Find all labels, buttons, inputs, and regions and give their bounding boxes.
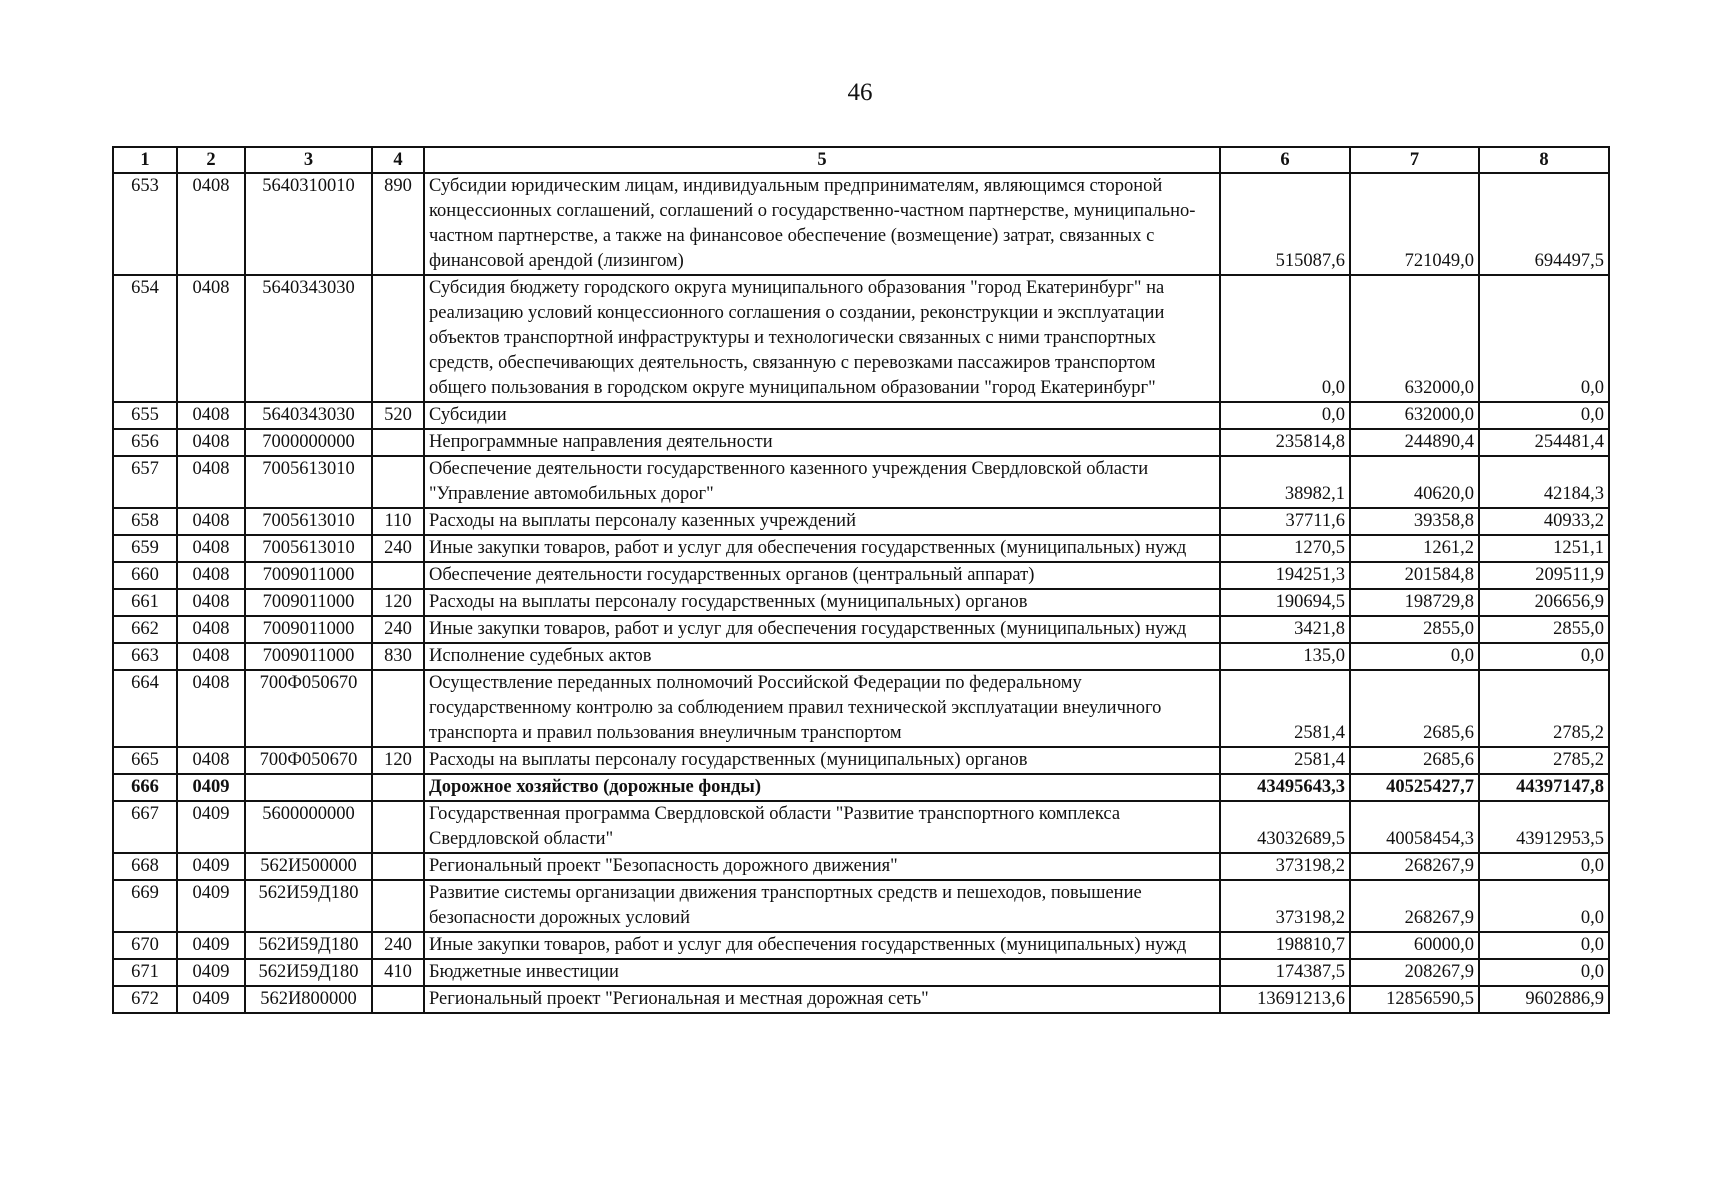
amount-col6-cell: 2581,4 (1220, 747, 1350, 774)
column-header: 6 (1220, 147, 1350, 173)
expense-type-cell: 240 (372, 932, 424, 959)
section-code-cell: 0409 (177, 932, 245, 959)
section-code-cell: 0408 (177, 589, 245, 616)
target-article-cell: 7000000000 (245, 429, 372, 456)
item-name-cell: Иные закупки товаров, работ и услуг для обеспечения государственных (муниципальных) нужд (424, 616, 1220, 643)
row-number-cell: 668 (113, 853, 177, 880)
amount-col7-cell: 40058454,3 (1350, 801, 1479, 853)
row-number-cell: 655 (113, 402, 177, 429)
item-name-cell: Развитие системы организации движения транспортных средств и пешеходов, повышение безопасности дорожных условий (424, 880, 1220, 932)
amount-col7-cell: 2855,0 (1350, 616, 1479, 643)
amount-col6-cell: 3421,8 (1220, 616, 1350, 643)
row-number-cell: 667 (113, 801, 177, 853)
expense-type-cell (372, 801, 424, 853)
item-name-cell: Субсидия бюджету городского округа муниципального образования "город Екатеринбург" на реализацию условий концессионного соглашения о создании, реконструкции и эксплуатации объектов транспортной инфраструктуры и технологически связанных с ними транспортных средств, обеспечивающих деятельность, связанную с перевозками пассажиров транспортом общего пользования в городском округе муниципальном образовании "город Екатеринбург" (424, 275, 1220, 402)
expense-type-cell: 410 (372, 959, 424, 986)
table-row (113, 670, 1609, 747)
amount-col7-cell: 632000,0 (1350, 402, 1479, 429)
amount-col7-cell: 632000,0 (1350, 275, 1479, 402)
expense-type-cell: 240 (372, 535, 424, 562)
amount-col7-cell: 268267,9 (1350, 853, 1479, 880)
table-row (113, 275, 1609, 402)
row-number-cell: 663 (113, 643, 177, 670)
section-code-cell: 0409 (177, 853, 245, 880)
section-code-cell: 0408 (177, 535, 245, 562)
amount-col6-cell: 0,0 (1220, 402, 1350, 429)
item-name-cell: Субсидии (424, 402, 1220, 429)
target-article-cell: 7009011000 (245, 643, 372, 670)
table-row (113, 589, 1609, 616)
column-header: 3 (245, 147, 372, 173)
item-name-cell: Государственная программа Свердловской области "Развитие транспортного комплекса Свердловской области" (424, 801, 1220, 853)
target-article-cell (245, 774, 372, 801)
amount-col6-cell: 135,0 (1220, 643, 1350, 670)
item-name-cell: Непрограммные направления деятельности (424, 429, 1220, 456)
target-article-cell: 700Ф050670 (245, 670, 372, 747)
section-code-cell: 0408 (177, 173, 245, 275)
expense-type-cell (372, 880, 424, 932)
table-row (113, 853, 1609, 880)
amount-col8-cell: 0,0 (1479, 932, 1609, 959)
column-header: 2 (177, 147, 245, 173)
table-row (113, 402, 1609, 429)
target-article-cell: 562И800000 (245, 986, 372, 1013)
amount-col6-cell: 0,0 (1220, 275, 1350, 402)
section-code-cell: 0408 (177, 562, 245, 589)
amount-col6-cell: 37711,6 (1220, 508, 1350, 535)
expense-type-cell: 890 (372, 173, 424, 275)
row-number-cell: 659 (113, 535, 177, 562)
amount-col6-cell: 235814,8 (1220, 429, 1350, 456)
item-name-cell: Иные закупки товаров, работ и услуг для обеспечения государственных (муниципальных) нужд (424, 535, 1220, 562)
table-row (113, 429, 1609, 456)
page-number: 46 (847, 79, 873, 106)
target-article-cell: 7009011000 (245, 616, 372, 643)
item-name-cell: Расходы на выплаты персоналу государственных (муниципальных) органов (424, 747, 1220, 774)
budget-table (112, 146, 1610, 1014)
amount-col8-cell: 44397147,8 (1479, 774, 1609, 801)
amount-col6-cell: 43032689,5 (1220, 801, 1350, 853)
item-name-cell: Расходы на выплаты персоналу государственных (муниципальных) органов (424, 589, 1220, 616)
table-row (113, 986, 1609, 1013)
amount-col6-cell: 373198,2 (1220, 853, 1350, 880)
target-article-cell: 562И59Д180 (245, 932, 372, 959)
amount-col8-cell: 206656,9 (1479, 589, 1609, 616)
target-article-cell: 7005613010 (245, 508, 372, 535)
expense-type-cell: 120 (372, 747, 424, 774)
target-article-cell: 562И59Д180 (245, 959, 372, 986)
amount-col7-cell: 0,0 (1350, 643, 1479, 670)
amount-col8-cell: 0,0 (1479, 275, 1609, 402)
amount-col8-cell: 40933,2 (1479, 508, 1609, 535)
section-code-cell: 0408 (177, 643, 245, 670)
target-article-cell: 562И59Д180 (245, 880, 372, 932)
amount-col8-cell: 1251,1 (1479, 535, 1609, 562)
amount-col7-cell: 721049,0 (1350, 173, 1479, 275)
expense-type-cell (372, 853, 424, 880)
item-name-cell: Дорожное хозяйство (дорожные фонды) (424, 774, 1220, 801)
row-number-cell: 672 (113, 986, 177, 1013)
target-article-cell: 5640343030 (245, 402, 372, 429)
section-code-cell: 0408 (177, 508, 245, 535)
table-row (113, 880, 1609, 932)
amount-col6-cell: 515087,6 (1220, 173, 1350, 275)
amount-col8-cell: 2785,2 (1479, 670, 1609, 747)
target-article-cell: 5640343030 (245, 275, 372, 402)
row-number-cell: 658 (113, 508, 177, 535)
row-number-cell: 657 (113, 456, 177, 508)
row-number-cell: 661 (113, 589, 177, 616)
section-code-cell: 0408 (177, 616, 245, 643)
row-number-cell: 669 (113, 880, 177, 932)
amount-col6-cell: 13691213,6 (1220, 986, 1350, 1013)
table-row (113, 173, 1609, 275)
row-number-cell: 666 (113, 774, 177, 801)
target-article-cell: 562И500000 (245, 853, 372, 880)
row-number-cell: 670 (113, 932, 177, 959)
item-name-cell: Региональный проект "Региональная и местная дорожная сеть" (424, 986, 1220, 1013)
amount-col6-cell: 43495643,3 (1220, 774, 1350, 801)
item-name-cell: Иные закупки товаров, работ и услуг для обеспечения государственных (муниципальных) нужд (424, 932, 1220, 959)
table-row (113, 643, 1609, 670)
row-number-cell: 664 (113, 670, 177, 747)
table-row (113, 456, 1609, 508)
amount-col8-cell: 254481,4 (1479, 429, 1609, 456)
amount-col6-cell: 1270,5 (1220, 535, 1350, 562)
expense-type-cell: 240 (372, 616, 424, 643)
amount-col7-cell: 2685,6 (1350, 670, 1479, 747)
table-row (113, 535, 1609, 562)
target-article-cell: 5640310010 (245, 173, 372, 275)
section-code-cell: 0408 (177, 429, 245, 456)
target-article-cell: 700Ф050670 (245, 747, 372, 774)
row-number-cell: 656 (113, 429, 177, 456)
expense-type-cell (372, 275, 424, 402)
amount-col8-cell: 694497,5 (1479, 173, 1609, 275)
table-row (113, 801, 1609, 853)
amount-col8-cell: 0,0 (1479, 880, 1609, 932)
row-number-cell: 671 (113, 959, 177, 986)
amount-col7-cell: 201584,8 (1350, 562, 1479, 589)
amount-col8-cell: 43912953,5 (1479, 801, 1609, 853)
amount-col6-cell: 38982,1 (1220, 456, 1350, 508)
expense-type-cell (372, 774, 424, 801)
column-header: 4 (372, 147, 424, 173)
item-name-cell: Осуществление переданных полномочий Российской Федерации по федеральному государственному контролю за соблюдением правил технической эксплуатации внеуличного транспорта и правил пользования внеуличным транспортом (424, 670, 1220, 747)
amount-col6-cell: 174387,5 (1220, 959, 1350, 986)
section-code-cell: 0409 (177, 959, 245, 986)
row-number-cell: 660 (113, 562, 177, 589)
table-row (113, 959, 1609, 986)
amount-col7-cell: 198729,8 (1350, 589, 1479, 616)
expense-type-cell (372, 986, 424, 1013)
table-row (113, 508, 1609, 535)
expense-type-cell: 120 (372, 589, 424, 616)
item-name-cell: Бюджетные инвестиции (424, 959, 1220, 986)
expense-type-cell: 110 (372, 508, 424, 535)
amount-col8-cell: 0,0 (1479, 643, 1609, 670)
item-name-cell: Обеспечение деятельности государственных органов (центральный аппарат) (424, 562, 1220, 589)
amount-col7-cell: 39358,8 (1350, 508, 1479, 535)
expense-type-cell: 520 (372, 402, 424, 429)
expense-type-cell (372, 562, 424, 589)
amount-col7-cell: 2685,6 (1350, 747, 1479, 774)
table-body (113, 173, 1609, 1013)
section-code-cell: 0408 (177, 670, 245, 747)
amount-col6-cell: 198810,7 (1220, 932, 1350, 959)
table-row (113, 616, 1609, 643)
target-article-cell: 7009011000 (245, 589, 372, 616)
amount-col6-cell: 2581,4 (1220, 670, 1350, 747)
row-number-cell: 665 (113, 747, 177, 774)
amount-col7-cell: 208267,9 (1350, 959, 1479, 986)
table-row (113, 747, 1609, 774)
target-article-cell: 7005613010 (245, 535, 372, 562)
section-code-cell: 0409 (177, 801, 245, 853)
amount-col6-cell: 190694,5 (1220, 589, 1350, 616)
section-code-cell: 0408 (177, 402, 245, 429)
amount-col8-cell: 209511,9 (1479, 562, 1609, 589)
header-row (113, 147, 1609, 173)
amount-col7-cell: 40525427,7 (1350, 774, 1479, 801)
section-code-cell: 0408 (177, 456, 245, 508)
row-number-cell: 662 (113, 616, 177, 643)
amount-col7-cell: 40620,0 (1350, 456, 1479, 508)
table-row (113, 932, 1609, 959)
target-article-cell: 7005613010 (245, 456, 372, 508)
expense-type-cell: 830 (372, 643, 424, 670)
amount-col7-cell: 244890,4 (1350, 429, 1479, 456)
column-header: 7 (1350, 147, 1479, 173)
amount-col7-cell: 12856590,5 (1350, 986, 1479, 1013)
section-code-cell: 0409 (177, 880, 245, 932)
row-number-cell: 654 (113, 275, 177, 402)
amount-col7-cell: 1261,2 (1350, 535, 1479, 562)
item-name-cell: Субсидии юридическим лицам, индивидуальным предпринимателям, являющимся стороной концессионных соглашений, соглашений о государственно-частном партнерстве, муниципально-частном партнерстве, а также на финансовое обеспечение (возмещение) затрат, связанных с финансовой арендой (лизингом) (424, 173, 1220, 275)
column-header: 8 (1479, 147, 1609, 173)
row-number-cell: 653 (113, 173, 177, 275)
item-name-cell: Обеспечение деятельности государственного казенного учреждения Свердловской области "Управление автомобильных дорог" (424, 456, 1220, 508)
amount-col6-cell: 194251,3 (1220, 562, 1350, 589)
amount-col8-cell: 2785,2 (1479, 747, 1609, 774)
expense-type-cell (372, 456, 424, 508)
expense-type-cell (372, 670, 424, 747)
item-name-cell: Исполнение судебных актов (424, 643, 1220, 670)
expense-type-cell (372, 429, 424, 456)
section-code-cell: 0409 (177, 774, 245, 801)
section-code-cell: 0408 (177, 275, 245, 402)
item-name-cell: Региональный проект "Безопасность дорожного движения" (424, 853, 1220, 880)
amount-col8-cell: 0,0 (1479, 402, 1609, 429)
amount-col6-cell: 373198,2 (1220, 880, 1350, 932)
section-code-cell: 0408 (177, 747, 245, 774)
item-name-cell: Расходы на выплаты персоналу казенных учреждений (424, 508, 1220, 535)
amount-col8-cell: 0,0 (1479, 853, 1609, 880)
target-article-cell: 7009011000 (245, 562, 372, 589)
amount-col8-cell: 2855,0 (1479, 616, 1609, 643)
amount-col7-cell: 268267,9 (1350, 880, 1479, 932)
amount-col8-cell: 42184,3 (1479, 456, 1609, 508)
column-header: 1 (113, 147, 177, 173)
section-code-cell: 0409 (177, 986, 245, 1013)
amount-col7-cell: 60000,0 (1350, 932, 1479, 959)
target-article-cell: 5600000000 (245, 801, 372, 853)
amount-col8-cell: 0,0 (1479, 959, 1609, 986)
column-header: 5 (424, 147, 1220, 173)
table-row (113, 562, 1609, 589)
table-row (113, 774, 1609, 801)
amount-col8-cell: 9602886,9 (1479, 986, 1609, 1013)
